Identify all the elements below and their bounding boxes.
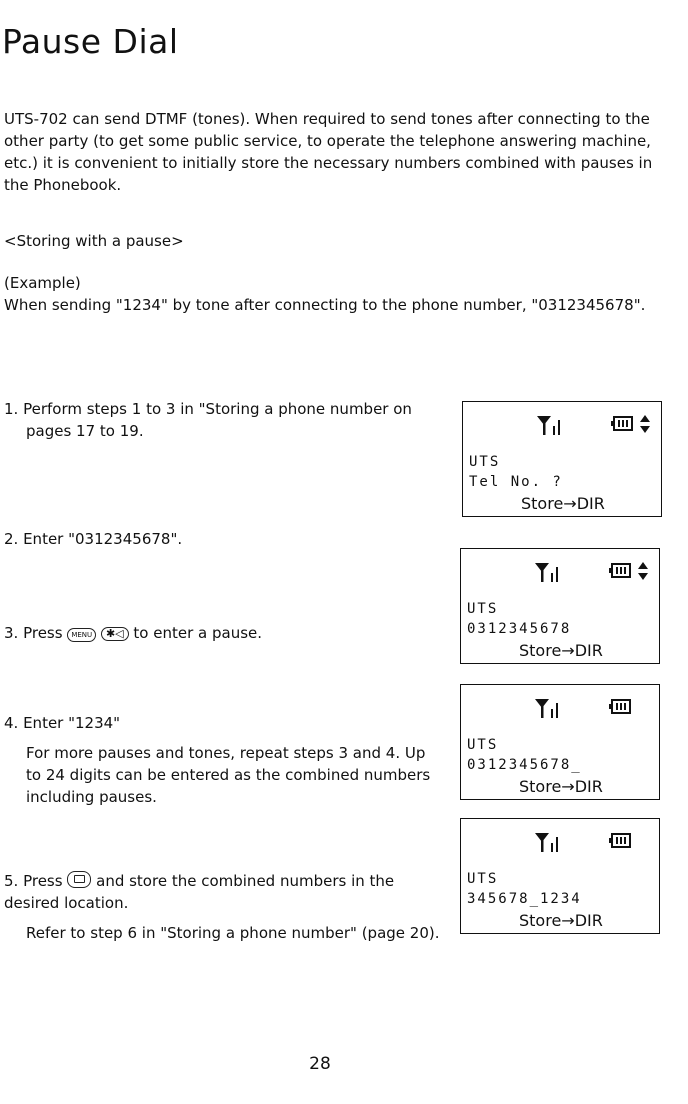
signal-icon (533, 561, 563, 583)
lcd-softkey-label: Store→DIR (519, 911, 603, 930)
lcd-line-1: UTS (469, 454, 501, 470)
step-2-line1: 2. Enter "0312345678". (4, 530, 183, 548)
lcd-line-2: 0312345678_ (467, 757, 582, 773)
scroll-arrows-icon (637, 561, 649, 581)
step-5-suffix: and store the combined numbers in the desired location. (4, 872, 395, 912)
example-label: (Example) (4, 274, 81, 292)
lcd-screen (462, 401, 662, 517)
lcd-softkey-label: Store→DIR (521, 494, 605, 513)
lcd-line-1: UTS (467, 871, 499, 887)
star-pause-key-icon: ✱◁ (101, 627, 129, 641)
battery-icon (609, 561, 631, 579)
lcd-screen (460, 818, 660, 934)
phonebook-key-icon (67, 871, 91, 888)
step-3-suffix: to enter a pause. (133, 624, 263, 642)
section-heading: <Storing with a pause> (4, 232, 184, 250)
step-3 (4, 622, 444, 644)
step-3-prefix: 3. Press (4, 624, 63, 642)
step-4-note: For more pauses and tones, repeat steps 3 and 4. Up to 24 digits can be entered as the combined numbers including pauses. (26, 744, 431, 806)
lcd-line-1: UTS (467, 601, 499, 617)
battery-icon (611, 414, 633, 432)
battery-icon (609, 831, 631, 849)
lcd-softkey-label: Store→DIR (519, 777, 603, 796)
lcd-line-2: Tel No. ? (469, 474, 563, 490)
step-5 (4, 870, 444, 944)
step-4-line1: 4. Enter "1234" (4, 714, 121, 732)
step-4 (4, 712, 444, 808)
step-1-line1: 1. Perform steps 1 to 3 in "Storing a phone number on (4, 400, 412, 418)
step-2 (4, 528, 444, 550)
battery-icon (609, 697, 631, 715)
lcd-line-1: UTS (467, 737, 499, 753)
signal-icon (533, 697, 563, 719)
scroll-arrows-icon (639, 414, 651, 434)
menu-key-icon: MENU (67, 628, 96, 642)
step-1 (4, 398, 444, 442)
lcd-screen (460, 548, 660, 664)
page-title: Pause Dial (2, 22, 179, 61)
step-5-note: Refer to step 6 in "Storing a phone number" (page 20). (26, 924, 440, 942)
example-text: When sending "1234" by tone after connecting to the phone number, "0312345678". (4, 296, 646, 314)
lcd-screen (460, 684, 660, 800)
intro-paragraph: UTS-702 can send DTMF (tones). When required to send tones after connecting to the other party (to get some public service, to operate the telephone answering machine, etc.) it is convenient to initially store the necessary numbers combined with pauses in the Phonebook. (4, 110, 653, 194)
lcd-softkey-label: Store→DIR (519, 641, 603, 660)
page-number: 28 (309, 1054, 331, 1074)
signal-icon (533, 831, 563, 853)
lcd-line-2: 345678_1234 (467, 891, 582, 907)
signal-icon (535, 414, 565, 436)
step-5-prefix: 5. Press (4, 872, 63, 890)
lcd-line-2: 0312345678 (467, 621, 572, 637)
step-1-line2: pages 17 to 19. (26, 422, 144, 440)
